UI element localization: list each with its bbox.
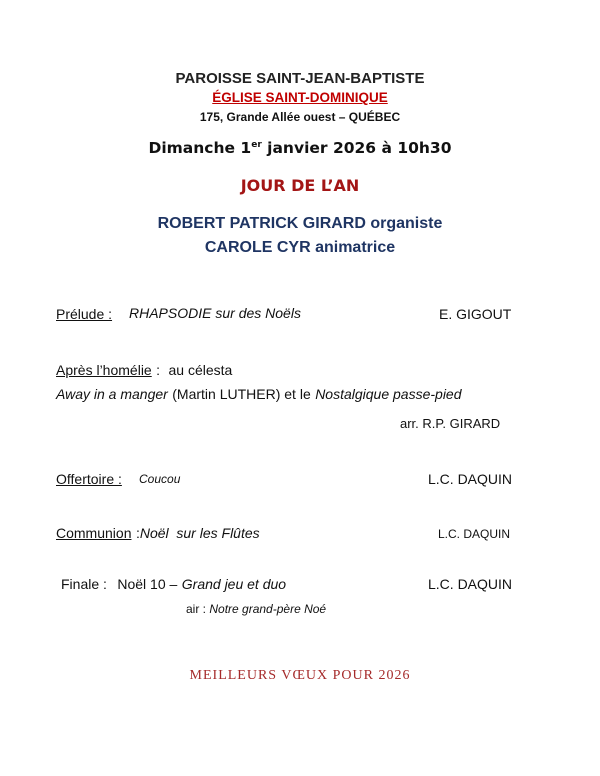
- finale-label: Finale :: [61, 576, 107, 592]
- communion-colon: :: [135, 525, 140, 541]
- homily-label: Après l’homélie: [56, 362, 152, 378]
- homily-pieces: [56, 386, 462, 404]
- homily-colon: :: [156, 362, 161, 378]
- date-prefix: Dimanche 1: [148, 139, 252, 157]
- finale-title: Grand jeu et duo: [181, 576, 287, 592]
- church-name-text: ÉGLISE SAINT-DOMINIQUE: [212, 90, 388, 105]
- church-name: [0, 90, 600, 105]
- homily-piece-1-composer: (Martin LUTHER) et le: [172, 386, 311, 402]
- homily-piece-2: Nostalgique passe-pied: [315, 386, 462, 402]
- service-date: [0, 139, 600, 157]
- finale-air-label: air :: [186, 602, 207, 616]
- organist-line: ROBERT PATRICK GIRARD organiste: [157, 215, 443, 232]
- new-year-wishes: MEILLEURS VŒUX POUR 2026: [189, 668, 411, 683]
- finale-air-title: Notre grand-père Noé: [209, 602, 327, 616]
- offertory-label: Offertoire :: [56, 471, 122, 487]
- feast-title: JOUR DE L’AN: [240, 176, 360, 195]
- prelude-label: Prélude :: [56, 306, 113, 322]
- communion-title: Noël sur les Flûtes: [139, 525, 260, 541]
- prelude-title: RHAPSODIE sur des Noëls: [129, 305, 301, 321]
- communion-heading: [56, 525, 260, 543]
- communion-label: Communion: [56, 525, 132, 541]
- parish-name: PAROISSE SAINT-JEAN-BAPTISTE: [175, 70, 425, 87]
- homily-piece-1: Away in a manger: [56, 386, 168, 402]
- finale-number: Noël 10 –: [117, 576, 178, 592]
- date-suffix: janvier 2026 à 10h30: [261, 139, 452, 157]
- offertory-title: Coucou: [139, 472, 181, 486]
- date-ordinal: er: [251, 140, 262, 150]
- homily-arranger: arr. R.P. GIRARD: [400, 416, 501, 431]
- finale-composer: L.C. DAQUIN: [428, 576, 513, 592]
- homily-note: au célesta: [168, 362, 233, 378]
- communion-composer: L.C. DAQUIN: [438, 527, 511, 541]
- prelude-composer: E. GIGOUT: [439, 306, 512, 322]
- finale-air: [186, 602, 326, 616]
- finale-heading: [61, 576, 286, 594]
- offertory-composer: L.C. DAQUIN: [428, 471, 513, 487]
- animator-line: CAROLE CYR animatrice: [204, 239, 396, 256]
- homily-heading: [56, 362, 232, 380]
- church-address: 175, Grande Allée ouest – QUÉBEC: [199, 110, 401, 124]
